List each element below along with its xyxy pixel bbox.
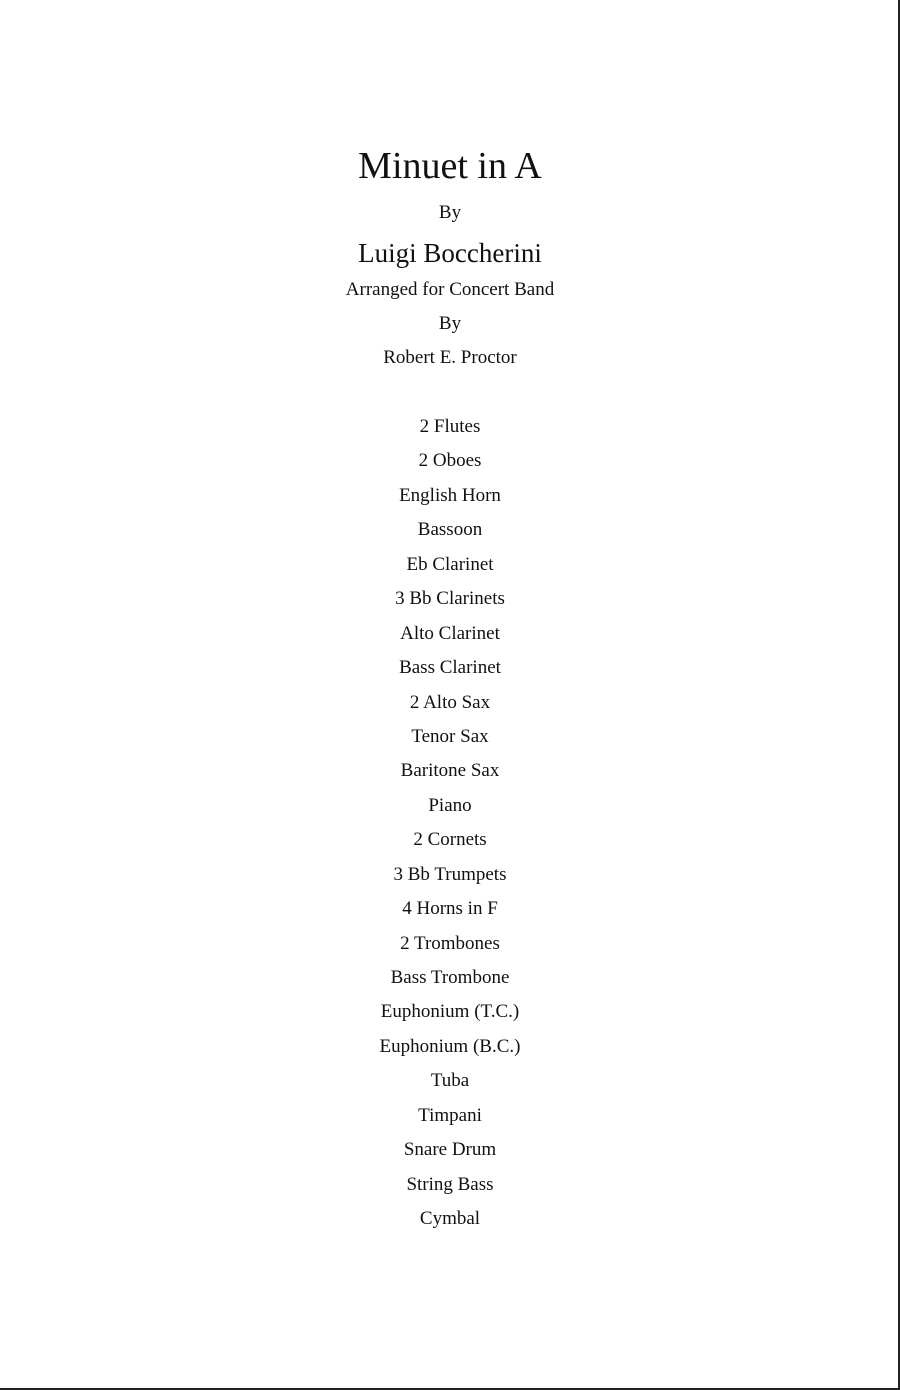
by-label-arranger: By [438,313,462,334]
instrument-item: 2 Oboes [418,450,482,472]
instrument-item: String Bass [406,1173,494,1195]
instrument-item: Eb Clarinet [406,553,494,575]
instrument-item: 3 Bb Trumpets [393,863,507,885]
arrangement-note: Arranged for Concert Band [345,279,555,300]
instrument-item: Cymbal [419,1208,481,1230]
instrument-item: Tenor Sax [411,725,489,747]
instrument-item: English Horn [399,484,501,506]
instrument-item: Timpani [418,1104,482,1126]
arranger-name: Robert E. Proctor [383,347,517,368]
instrument-item: Euphonium (T.C.) [380,1001,520,1023]
instrumentation-list [0,414,900,1241]
instrument-item: Bass Clarinet [399,657,501,679]
instrument-item: 4 Horns in F [402,898,498,920]
instrument-item: 2 Flutes [419,416,481,437]
instrument-item: Euphonium (B.C.) [379,1035,521,1057]
instrument-item: 2 Cornets [413,829,487,851]
instrument-item: 2 Alto Sax [409,691,491,713]
instrument-item: Bassoon [417,519,483,541]
instrument-item: Alto Clarinet [400,622,500,644]
instrument-item: Piano [428,794,472,816]
by-label-composer: By [438,202,462,223]
instrument-item: Bass Trombone [390,967,510,988]
composer-name: Luigi Boccherini [358,238,542,268]
instrument-item: 2 Trombones [400,932,500,954]
instrument-item: Tuba [430,1070,470,1092]
instrument-item: Snare Drum [403,1139,497,1161]
instrument-item: 3 Bb Clarinets [395,588,505,610]
piece-title: Minuet in A [358,145,542,187]
instrument-item: Baritone Sax [400,760,500,782]
